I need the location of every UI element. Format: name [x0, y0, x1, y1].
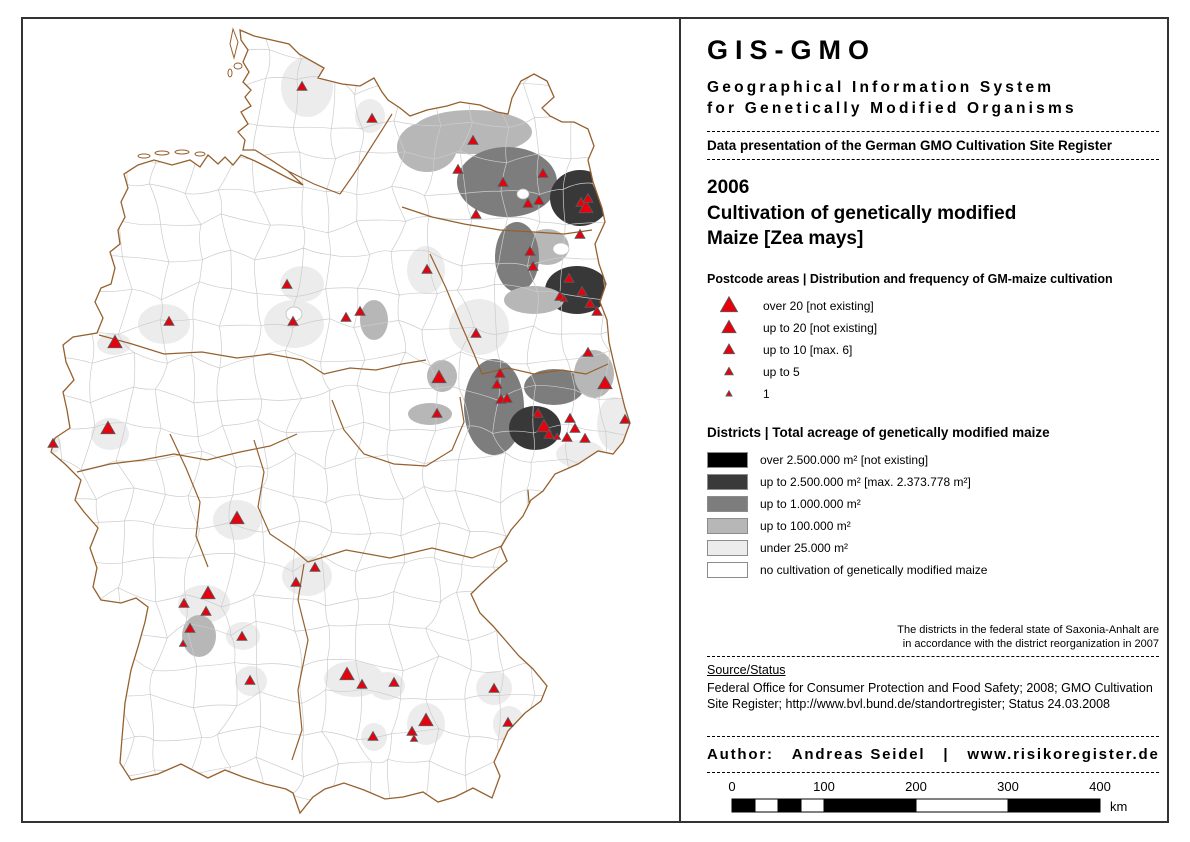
legend-label: up to 20 [not existing]	[763, 321, 878, 335]
legend-color-swatch	[707, 452, 748, 468]
island	[175, 150, 189, 154]
acreage-region	[574, 350, 614, 398]
acreage-region	[355, 99, 385, 133]
legend-triangle-icon	[718, 340, 740, 360]
island	[230, 29, 238, 58]
register-caption: Data presentation of the German GMO Cultivation Site Register	[707, 138, 1113, 153]
legend-color-swatch	[707, 474, 748, 490]
map-title-line-2: Maize [Zea mays]	[707, 228, 864, 249]
legend-panel	[681, 19, 1167, 821]
author-separator: |	[943, 746, 950, 763]
legend-label: no cultivation of genetically modified maize	[760, 563, 988, 577]
page-subtitle	[707, 77, 1159, 119]
acreage-region	[369, 672, 405, 700]
acreage-region	[597, 397, 631, 451]
legend-label: up to 2.500.000 m² [max. 2.373.778 m²]	[760, 475, 971, 489]
map-svg	[23, 19, 679, 821]
note-line-1: The districts in the federal state of Saxonia-Anhalt are	[897, 624, 1159, 636]
dashed-rule	[707, 772, 1159, 773]
map-sheet-frame	[21, 17, 1169, 823]
district-legend-item	[707, 537, 1159, 559]
acreage-region	[457, 147, 557, 217]
legend-label: 1	[763, 387, 770, 401]
district-legend-header: Districts | Total acreage of genetically modified maize	[707, 425, 1050, 440]
legend-label: under 25.000 m²	[760, 541, 849, 555]
island	[234, 63, 242, 69]
legend-label: up to 10 [max. 6]	[763, 343, 853, 357]
dashed-rule	[707, 656, 1159, 657]
legend-color-swatch	[707, 562, 748, 578]
map-title	[707, 175, 1159, 252]
legend-color-swatch	[707, 518, 748, 534]
acreage-region	[509, 406, 561, 450]
dashed-rule	[707, 159, 1159, 160]
legend-color-swatch	[707, 496, 748, 512]
author-line	[707, 746, 1159, 763]
legend-triangle-icon	[718, 362, 740, 382]
subtitle-line-1: Geographical Information System	[707, 79, 1055, 96]
postcode-legend-item	[707, 295, 1159, 317]
legend-label: over 2.500.000 m² [not existing]	[760, 453, 929, 467]
author-label: Author:	[707, 746, 774, 763]
postcode-legend-item	[707, 361, 1159, 383]
author-name: Andreas Seidel	[791, 746, 926, 763]
legend-label: up to 100.000 m²	[760, 519, 851, 533]
svg-text:0: 0	[728, 779, 736, 794]
acreage-region	[449, 299, 509, 355]
acreage-region	[397, 122, 457, 172]
note-line-2: in accordance with the district reorganization in 2007	[902, 637, 1159, 650]
svg-text:400: 400	[1089, 779, 1111, 794]
map-title-year: 2006	[707, 177, 750, 198]
svg-text:km: km	[1110, 799, 1128, 814]
acreage-region	[408, 403, 452, 425]
source-line-1: Federal Office for Consumer Protection and Food Safety; 2008; GMO Cultivation	[707, 681, 1153, 695]
acreage-region	[556, 440, 604, 468]
page-title: GIS-GMO	[707, 35, 876, 65]
subtitle-line-2: for Genetically Modified Organisms	[707, 100, 1077, 117]
acreage-region	[281, 57, 333, 117]
postcode-legend-item	[707, 317, 1159, 339]
legend-label: over 20 [not existing]	[763, 299, 874, 313]
legend-color-swatch	[707, 540, 748, 556]
postcode-legend-item	[707, 383, 1159, 405]
map-title-line-1: Cultivation of genetically modified	[707, 202, 1017, 224]
district-legend-item	[707, 449, 1159, 471]
svg-text:100: 100	[813, 779, 835, 794]
island	[155, 151, 169, 155]
district-legend-item	[707, 471, 1159, 493]
source-heading: Source/Status	[707, 663, 786, 677]
island	[228, 69, 232, 77]
legend-triangle-icon	[718, 384, 740, 404]
legend-label: up to 5	[763, 365, 800, 379]
postcode-legend-header: Postcode areas | Distribution and frequency of GM-maize cultivation	[707, 272, 1113, 286]
district-legend-item	[707, 559, 1159, 581]
legend-triangle-icon	[718, 318, 740, 338]
island	[195, 152, 205, 156]
svg-text:300: 300	[997, 779, 1019, 794]
saxonia-anhalt-note	[707, 624, 1159, 651]
acreage-region	[360, 300, 388, 340]
legend-label: up to 1.000.000 m²	[760, 497, 861, 511]
scale-bar	[707, 777, 1177, 825]
acreage-region	[182, 615, 216, 657]
city-district	[517, 189, 529, 199]
city-district	[553, 243, 569, 255]
source-line-2: Site Register; http://www.bvl.bund.de/standortregister; Status 24.03.2008	[707, 696, 1111, 711]
district-legend-item	[707, 493, 1159, 515]
source-text	[707, 681, 1159, 712]
dashed-rule	[707, 736, 1159, 737]
postcode-legend-rows	[707, 295, 1159, 405]
district-legend-rows	[707, 449, 1159, 581]
author-website: www.risikoregister.de	[967, 746, 1160, 763]
district-legend-item	[707, 515, 1159, 537]
island	[138, 154, 150, 158]
acreage-region	[550, 170, 610, 226]
legend-triangle-icon	[718, 296, 740, 316]
svg-text:200: 200	[905, 779, 927, 794]
dashed-rule	[707, 131, 1159, 132]
germany-district-map	[23, 19, 679, 821]
postcode-legend-item	[707, 339, 1159, 361]
